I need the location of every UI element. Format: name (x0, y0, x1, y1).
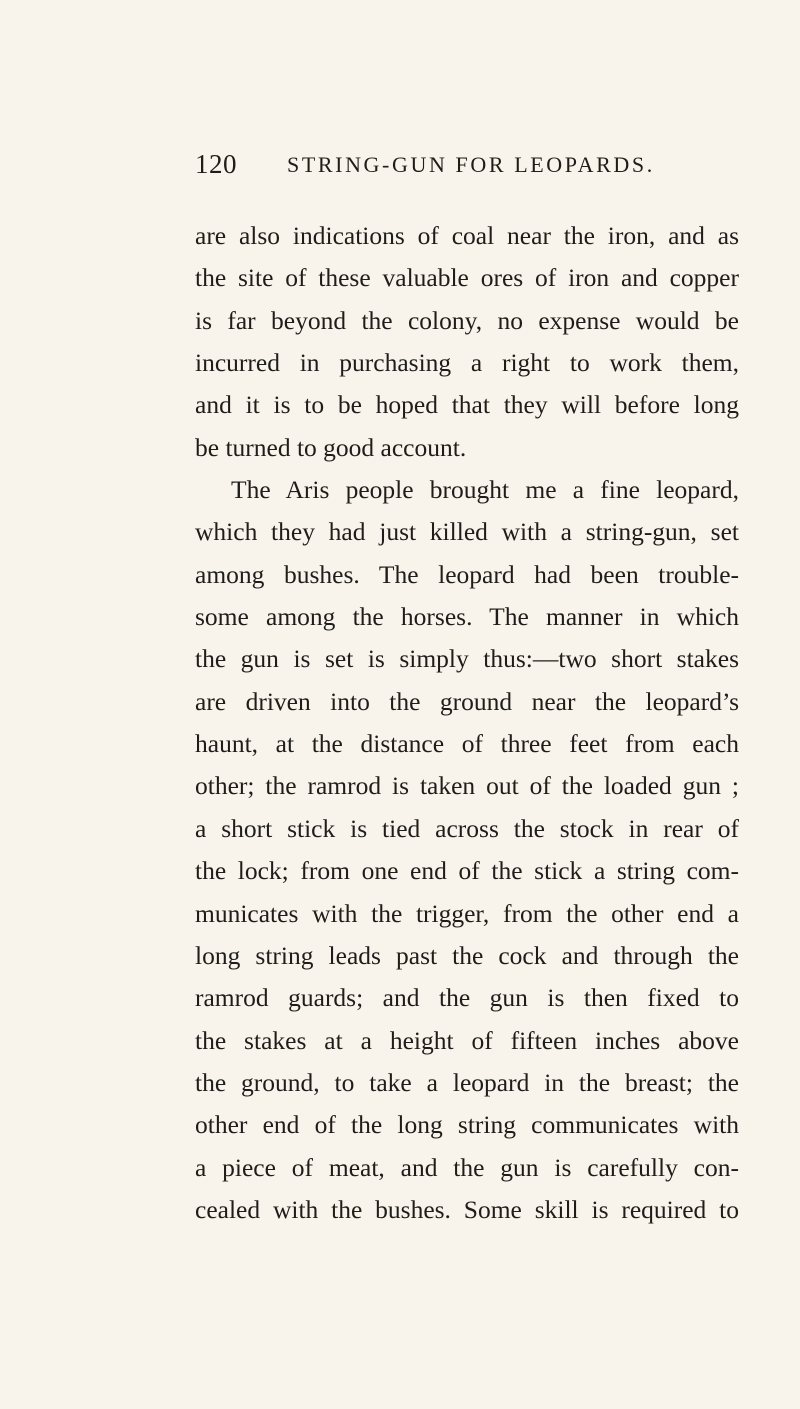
text-line: long string leads past the cock and through the (195, 940, 739, 970)
text-line: other; the ramrod is taken out of the loaded gun ; (195, 771, 739, 801)
text-line: a piece of meat, and the gun is carefully con- (195, 1152, 739, 1182)
text-line: a short stick is tied across the stock in rear of (195, 813, 739, 843)
paragraph-start-line: The Aris people brought me a fine leopard, (231, 475, 739, 505)
running-head (0, 147, 800, 187)
running-title: STRING-GUN FOR LEOPARDS. (287, 152, 655, 177)
page-number: 120 (195, 149, 237, 179)
text-line: cealed with the bushes. Some skill is required to (195, 1194, 739, 1224)
text-line: is far beyond the colony, no expense would be (195, 305, 739, 335)
text-line: municates with the trigger, from the other end a (195, 898, 739, 928)
text-line: haunt, at the distance of three feet from each (195, 729, 739, 759)
text-line: other end of the long string communicates with (195, 1110, 739, 1140)
text-line: among bushes. The leopard had been trouble- (195, 559, 739, 589)
text-line: and it is to be hoped that they will before long (195, 390, 739, 420)
text-line: the site of these valuable ores of iron and copper (195, 263, 739, 293)
body-text (195, 215, 739, 1231)
text-line: the lock; from one end of the stick a string com- (195, 856, 739, 886)
text-line: which they had just killed with a string-gun, set (195, 517, 739, 547)
text-line: the stakes at a height of fifteen inches above (195, 1025, 739, 1055)
text-line: be turned to good account. (195, 432, 467, 462)
text-line: are driven into the ground near the leopard’s (195, 686, 739, 716)
text-line: the ground, to take a leopard in the breast; the (195, 1067, 739, 1097)
text-line: incurred in purchasing a right to work them, (195, 348, 739, 378)
text-line: some among the horses. The manner in which (195, 602, 739, 632)
text-line: the gun is set is simply thus:—two short stakes (195, 644, 739, 674)
text-line: are also indications of coal near the iron, and as (195, 221, 739, 250)
text-line: ramrod guards; and the gun is then fixed to (195, 983, 739, 1013)
